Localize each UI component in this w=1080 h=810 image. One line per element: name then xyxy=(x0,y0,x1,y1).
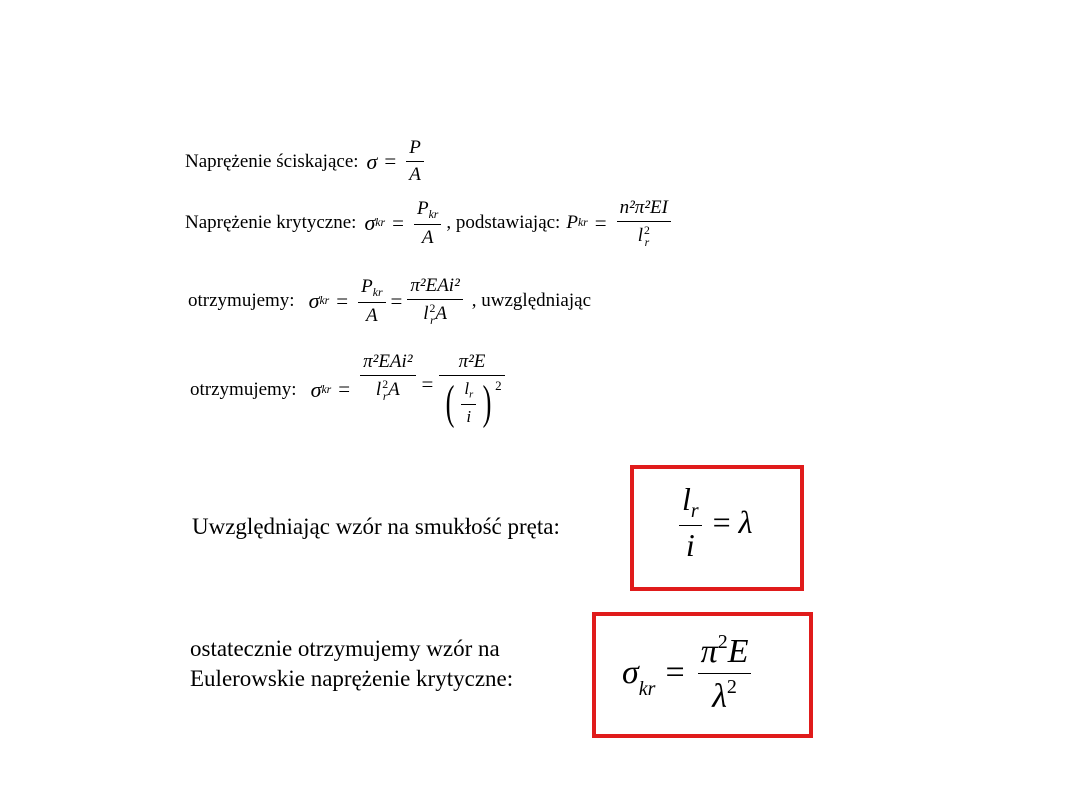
sigma-kr-symbol: σ xyxy=(622,654,639,692)
formula-compressive-stress: Naprężenie ściskające: σ = $\frac{P}{A}$ xyxy=(185,138,427,185)
derivation-fraction-4: π²E ( $\frac{l_r}{i}$ ) 2 xyxy=(439,352,504,427)
compressive-stress-label: Naprężenie ściskające: xyxy=(185,150,359,172)
derivation-fraction-1: $\frac{P_{kr}}{A}$ xyxy=(358,277,385,327)
euler-critical-force: n²π²EI l 2 r xyxy=(617,198,671,249)
slenderness-formula-box: $\frac{l_r}{i}$ = λ xyxy=(630,465,804,591)
derivation-fraction-2: π²EAi² l 2 r A xyxy=(407,276,462,327)
derivation-fraction-3: π²EAi² l 2 r A xyxy=(360,352,415,403)
euler-fraction: $\frac{\pi^2E}{\lambda^2}$ xyxy=(698,632,752,715)
formula-derivation-2: otrzymujemy: σ kr = π²EAi² l 2 r A = π²E ( $\frac{l_r}{i}$ ) 2 xyxy=(190,352,508,427)
euler-label: ostatecznie otrzymujemy wzór na Eulerowskie naprężenie krytyczne: xyxy=(190,636,514,691)
critical-stress-label: Naprężenie krytyczne: xyxy=(185,212,357,234)
slenderness-fraction: $\frac{l_r}{i}$ xyxy=(679,483,702,563)
critical-force-over-area: $\frac{P_{kr}}{A}$ xyxy=(414,199,441,249)
formula-derivation-1: otrzymujemy: σ kr = $\frac{P_{kr}}{A}$ = π²EAi² l 2 r A , uwzględniając xyxy=(188,275,592,328)
sigma-symbol: σ xyxy=(366,148,378,174)
formula-critical-stress: Naprężenie krytyczne: σ kr = $\frac{P_{kr}}{A}$ , podstawiając: P kr = n²π²EI l 2 r xyxy=(185,198,674,249)
stress-fraction: $\frac{P}{A}$ xyxy=(406,138,424,185)
euler-formula-box: σ kr = $\frac{\pi^2E}{\lambda^2}$ xyxy=(592,612,813,738)
substituting-text: , podstawiając: xyxy=(446,212,561,234)
we-obtain-label: otrzymujemy: xyxy=(188,290,295,312)
we-obtain-label-2: otrzymujemy: xyxy=(190,378,297,400)
slenderness-label: Uwzględniając wzór na smukłość pręta: xyxy=(192,514,560,539)
considering-text: , uwzględniając xyxy=(471,290,592,312)
lambda-symbol: λ xyxy=(738,504,753,541)
